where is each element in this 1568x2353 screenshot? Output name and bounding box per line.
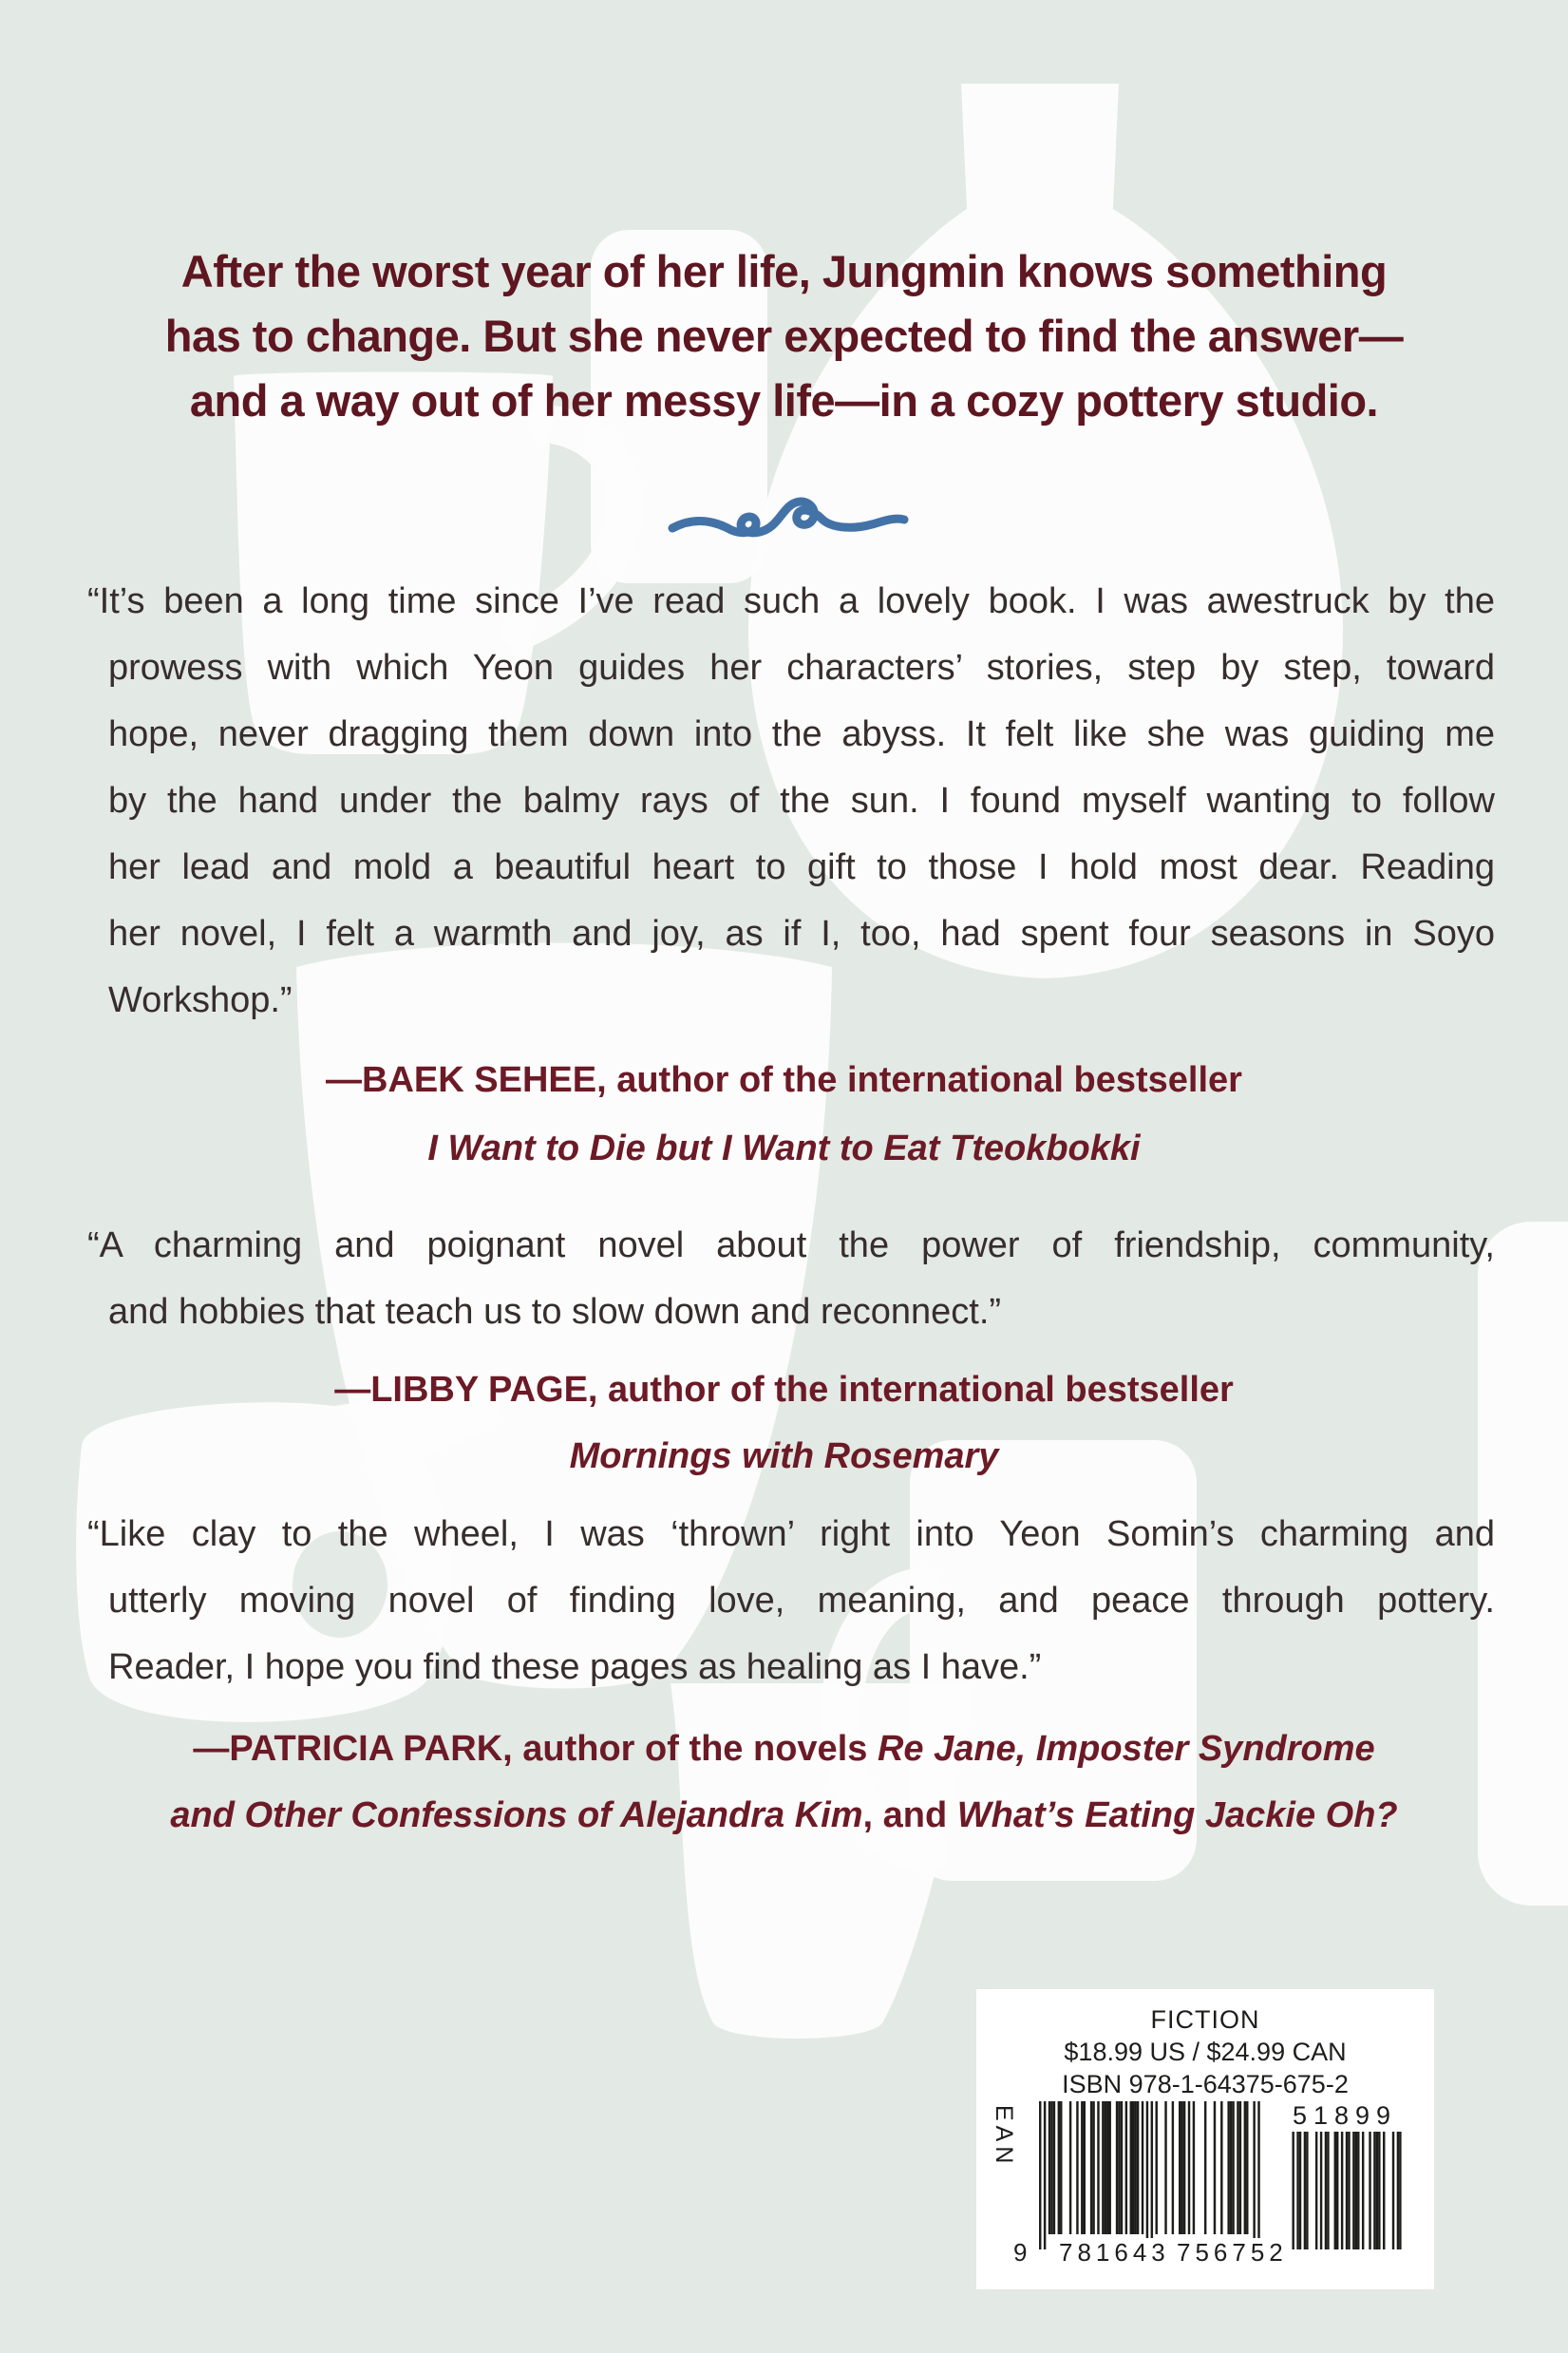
quote-line: “It’s been a long time since I’ve read such a lovely book. I was awestruck by the	[87, 581, 1495, 621]
quote-line: prowess with which Yeon guides her characters’ stories, step by step, toward	[108, 648, 1495, 688]
quote-line: Reader, I hope you find these pages as healing as I have.”	[108, 1647, 1042, 1687]
quote-line: her novel, I felt a warmth and joy, as if I, too, had spent four seasons in Soyo	[108, 914, 1495, 954]
ean-left-digits: 781643	[1056, 2238, 1173, 2268]
ean-label: EAN	[991, 2105, 1017, 2169]
attribution-libby-page: —LIBBY PAGE, author of the international bestseller	[334, 1370, 1234, 1410]
ean13-barcode	[1039, 2101, 1263, 2251]
quote-line: “Like clay to the wheel, I was ‘thrown’ right into Yeon Somin’s charming and	[87, 1514, 1495, 1554]
attribution-text: , and	[862, 1795, 957, 1835]
book-title-re-jane-imposter-syndrome: Re Jane, Imposter Syndrome	[877, 1729, 1375, 1769]
price-addon-barcode	[1290, 2132, 1402, 2251]
headline-line: has to change. But she never expected to find the answer—	[164, 311, 1404, 361]
quote-libby-page	[87, 1212, 1495, 1345]
quote-line: by the hand under the balmy rays of the sun. I found myself wanting to follow	[108, 781, 1495, 821]
quote-line: Workshop.”	[108, 980, 293, 1020]
attribution-baek-sehee: —BAEK SEHEE, author of the international bestseller	[326, 1060, 1242, 1100]
ean-right-digits: 756752	[1174, 2238, 1291, 2268]
quote-baek-sehee	[87, 568, 1495, 1034]
quote-line: and hobbies that teach us to slow down and reconnect.”	[108, 1292, 1002, 1332]
attribution-patricia-park-line2	[0, 1788, 1568, 1843]
price-label: $18.99 US / $24.99 CAN	[1064, 2038, 1347, 2066]
barcode-panel	[976, 1989, 1434, 2289]
ean-lead-digit: 9	[1011, 2238, 1034, 2268]
quote-patricia-park	[87, 1501, 1495, 1700]
quote-line: hope, never dragging them down into the abyss. It felt like she was guiding me	[108, 714, 1495, 754]
book-title-mornings-with-rosemary: Mornings with Rosemary	[569, 1436, 999, 1476]
addon-digits: 51899	[1292, 2101, 1398, 2130]
quote-line: utterly moving novel of finding love, meaning, and peace through pottery.	[108, 1581, 1495, 1621]
headline-line: After the worst year of her life, Jungmin knows something	[180, 246, 1388, 296]
book-title-alejandra-kim: and Other Confessions of Alejandra Kim	[170, 1795, 863, 1835]
wave-squiggle-icon	[667, 490, 912, 549]
quote-line: “A charming and poignant novel about the power of friendship, community,	[87, 1225, 1495, 1265]
attribution-text: —PATRICIA PARK, author of the novels	[193, 1729, 878, 1769]
headline	[0, 239, 1568, 433]
headline-line: and a way out of her messy life—in a cozy pottery studio.	[189, 375, 1379, 426]
quote-line: her lead and mold a beautiful heart to gift to those I hold most dear. Reading	[108, 847, 1495, 887]
book-title-tteokbokki: I Want to Die but I Want to Eat Tteokbokki	[427, 1129, 1141, 1168]
book-title-whats-eating-jackie-oh: What’s Eating Jackie Oh?	[956, 1795, 1398, 1835]
category-label: FICTION	[1150, 2005, 1260, 2034]
attribution-patricia-park-line1	[0, 1721, 1568, 1776]
isbn-label: ISBN 978-1-64375-675-2	[1062, 2070, 1349, 2098]
